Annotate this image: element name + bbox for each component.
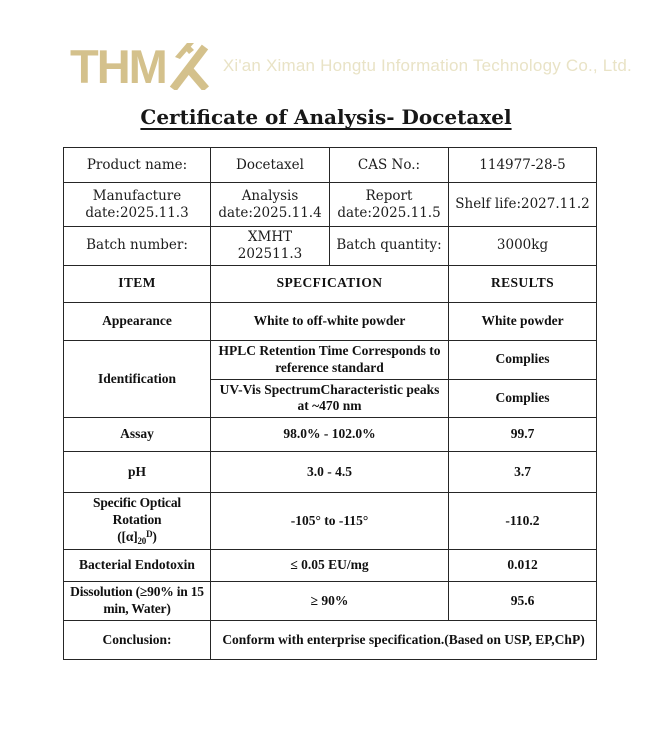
bacterial-endotoxin-result: 0.012 <box>449 550 597 582</box>
dissolution-item: Dissolution (≥90% in 15 min, Water) <box>64 582 211 621</box>
appearance-result: White powder <box>449 302 597 340</box>
company-name: Xi'an Ximan Hongtu Information Technology Co., Ltd. <box>222 56 632 75</box>
dissolution-spec: ≥ 90% <box>211 582 449 621</box>
analysis-date: Analysis date:2025.11.4 <box>211 183 330 227</box>
table-row-dissolution <box>64 582 597 621</box>
page-title: Certificate of Analysis- Docetaxel <box>140 105 512 129</box>
table-row-assay <box>64 418 597 452</box>
identification-hplc-result: Complies <box>449 340 597 379</box>
table-row-bacterial-endotoxin <box>64 550 597 582</box>
product-name-value: Docetaxel <box>211 148 330 183</box>
batch-number-value: XMHT 202511.3 <box>211 227 330 266</box>
table-row-dates <box>64 183 597 227</box>
product-name-label: Product name: <box>64 148 211 183</box>
logo-text: THM <box>70 39 166 93</box>
conclusion-label: Conclusion: <box>64 621 211 660</box>
optical-rotation-result: -110.2 <box>449 493 597 550</box>
ph-item: pH <box>64 452 211 493</box>
appearance-item: Appearance <box>64 302 211 340</box>
identification-uv-result: Complies <box>449 379 597 418</box>
shelf-life: Shelf life:2027.11.2 <box>449 183 597 227</box>
table-row-spec-header <box>64 265 597 302</box>
table-row-conclusion <box>64 621 597 660</box>
header-specification: SPECFICATION <box>211 265 449 302</box>
table-row-optical-rotation <box>64 493 597 550</box>
assay-spec: 98.0% - 102.0% <box>211 418 449 452</box>
assay-item: Assay <box>64 418 211 452</box>
optical-rotation-title: Specific Optical Rotation <box>93 495 181 528</box>
logo-x-icon <box>167 42 209 90</box>
identification-uv-spec: UV-Vis SpectrumCharacteristic peaks at ~470 nm <box>211 379 449 418</box>
identification-hplc-spec: HPLC Retention Time Corresponds to reference standard <box>211 340 449 379</box>
cas-no-label: CAS No.: <box>330 148 449 183</box>
table-row-appearance <box>64 302 597 340</box>
optical-rotation-item <box>64 493 211 550</box>
optical-rotation-formula: $([\alpha]_{20}^D)$ <box>117 529 157 546</box>
brand-header <box>70 39 632 93</box>
header-results: RESULTS <box>449 265 597 302</box>
assay-result: 99.7 <box>449 418 597 452</box>
manufacture-date: Manufacture date:2025.11.3 <box>64 183 211 227</box>
dissolution-result: 95.6 <box>449 582 597 621</box>
batch-quantity-label: Batch quantity: <box>330 227 449 266</box>
coa-table <box>63 147 597 660</box>
conclusion-value: Conform with enterprise specification.(Based on USP, EP,ChP) <box>211 621 597 660</box>
report-date: Report date:2025.11.5 <box>330 183 449 227</box>
table-row-product <box>64 148 597 183</box>
table-row-ph <box>64 452 597 493</box>
table-row-identification-hplc <box>64 340 597 379</box>
identification-item: Identification <box>64 340 211 418</box>
ph-result: 3.7 <box>449 452 597 493</box>
bacterial-endotoxin-item: Bacterial Endotoxin <box>64 550 211 582</box>
ph-spec: 3.0 - 4.5 <box>211 452 449 493</box>
header-item: ITEM <box>64 265 211 302</box>
batch-quantity-value: 3000kg <box>449 227 597 266</box>
optical-rotation-spec: -105° to -115° <box>211 493 449 550</box>
batch-number-label: Batch number: <box>64 227 211 266</box>
table-row-batch <box>64 227 597 266</box>
thmx-logo <box>70 39 209 93</box>
appearance-spec: White to off-white powder <box>211 302 449 340</box>
cas-no-value: 114977-28-5 <box>449 148 597 183</box>
bacterial-endotoxin-spec: ≤ 0.05 EU/mg <box>211 550 449 582</box>
